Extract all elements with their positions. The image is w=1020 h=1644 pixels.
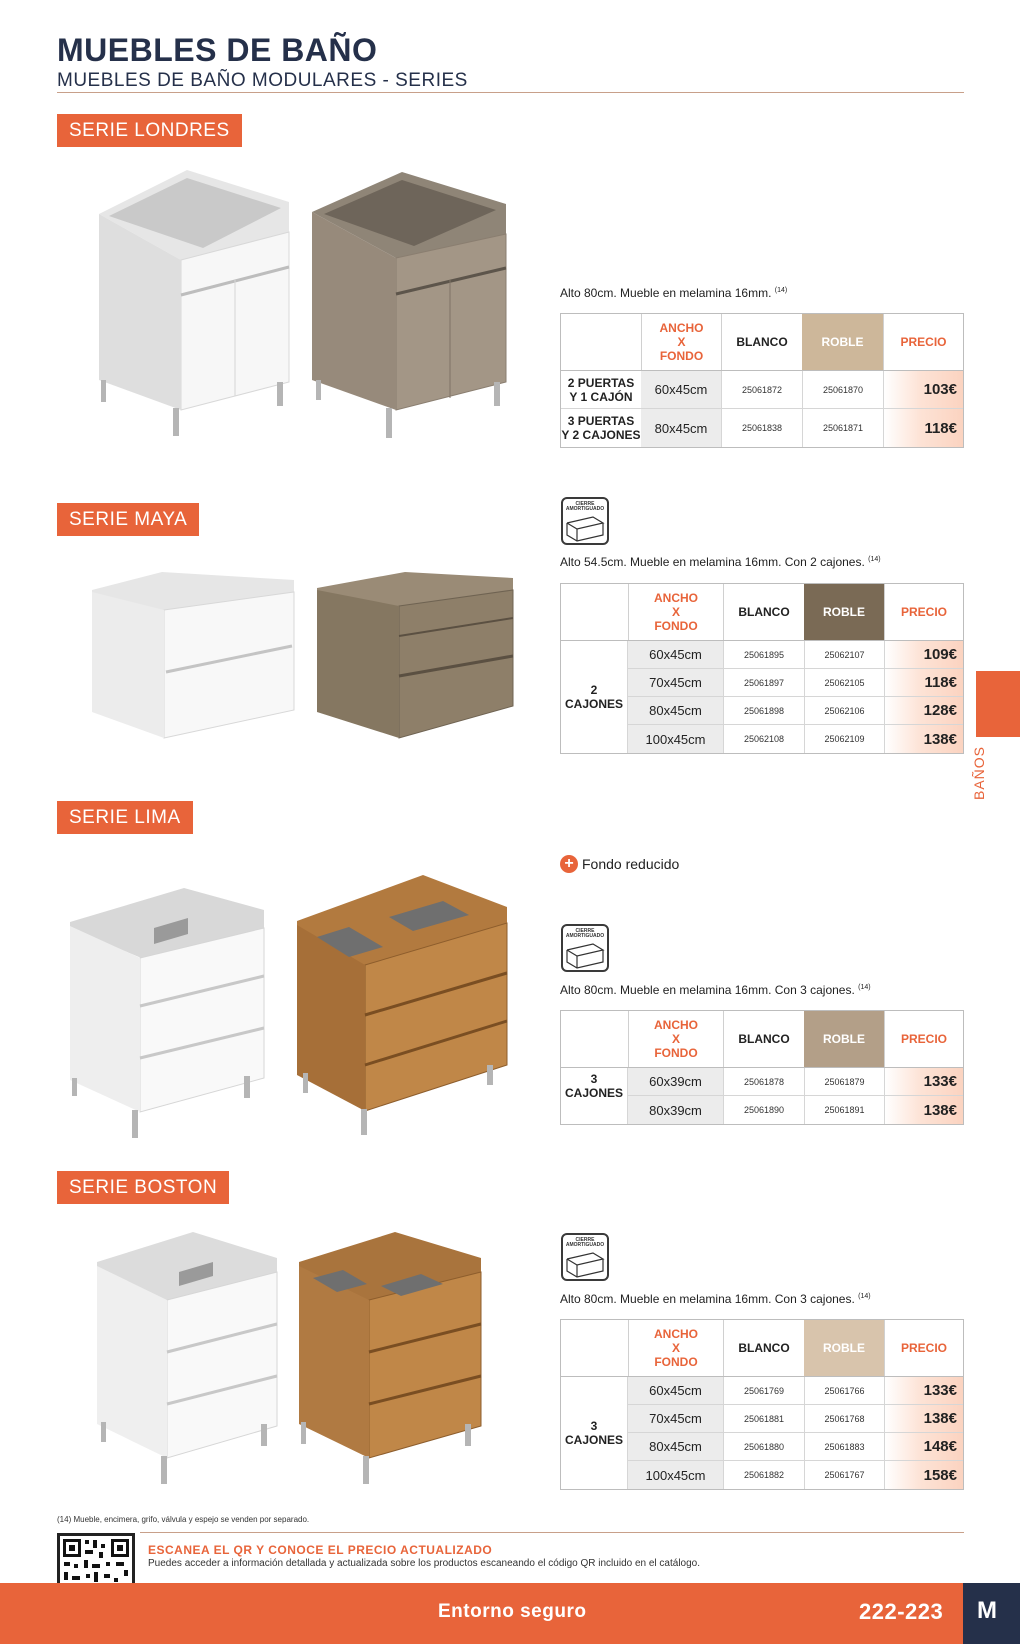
page-title: MUEBLES DE BAÑO <box>57 32 378 68</box>
table-row: 3 PUERTAS Y 2 CAJONES 80x45cm 25061838 25061871 118€ <box>561 409 963 447</box>
table-row: 80x45cm 25061880 25061883 148€ <box>628 1433 963 1461</box>
footnote: (14) Mueble, encimera, grifo, válvula y espejo se venden por separado. <box>57 1515 310 1524</box>
footer-divider <box>140 1532 964 1533</box>
table-row: 60x45cm 25061895 25062107 109€ <box>628 641 963 669</box>
lima-description: Alto 80cm. Mueble en melamina 16mm. Con 3 cajones. $^{(14)}$ <box>560 983 871 997</box>
soft-close-icon: CIERRE AMORTIGUADO <box>561 924 609 972</box>
table-row: 70x45cm 25061881 25061768 138€ <box>628 1405 963 1433</box>
lima-oak-cabinet-image <box>293 875 513 1135</box>
footer-tagline: Entorno seguro <box>438 1601 587 1622</box>
col-ancho-fondo: ANCHO X FONDO <box>628 584 723 640</box>
maya-white-cabinet-image <box>88 572 298 742</box>
lima-white-cabinet-image <box>68 888 268 1148</box>
col-precio: PRECIO <box>884 584 963 640</box>
side-tab-marker <box>976 671 1020 737</box>
col-roble: ROBLE <box>802 314 883 370</box>
col-blanco: BLANCO <box>723 1011 804 1067</box>
table-row: 70x45cm 25061897 25062105 118€ <box>628 669 963 697</box>
table-row: 2 PUERTAS Y 1 CAJÓN 60x45cm 25061872 25061870 103€ <box>561 371 963 409</box>
maya-oak-cabinet-image <box>315 572 515 742</box>
soft-close-icon: CIERRE AMORTIGUADO <box>561 1233 609 1281</box>
table-row: 80x45cm 25061898 25062106 128€ <box>628 697 963 725</box>
col-precio: PRECIO <box>884 1011 963 1067</box>
col-ancho-fondo: ANCHO X FONDO <box>628 1320 723 1376</box>
lima-price-table: ANCHO X FONDO BLANCO ROBLE PRECIO 3 CAJONES 60x39cm 25061878 25061879 133€ 80x39cm 25061890 25061891 138€ <box>560 1010 964 1125</box>
londres-oak-cabinet-image <box>310 172 510 457</box>
col-ancho-fondo: ANCHO X FONDO <box>628 1011 723 1067</box>
table-row: 80x39cm 25061890 25061891 138€ <box>628 1096 963 1124</box>
londres-price-table <box>560 313 964 448</box>
boston-oak-cabinet-image <box>297 1232 487 1492</box>
serie-londres-label: SERIE LONDRES <box>57 114 242 147</box>
col-blanco: BLANCO <box>721 314 802 370</box>
londres-white-cabinet-image <box>95 170 295 455</box>
side-tab-label: BAÑOS <box>971 745 988 801</box>
londres-description: Alto 80cm. Mueble en melamina 16mm. $^{(14)}$ <box>560 286 788 300</box>
col-precio: PRECIO <box>884 1320 963 1376</box>
col-roble: ROBLE <box>804 1320 884 1376</box>
table-row: 60x45cm 25061769 25061766 133€ <box>628 1377 963 1405</box>
col-blanco: BLANCO <box>723 584 804 640</box>
serie-lima-label: SERIE LIMA <box>57 801 193 834</box>
fondo-reducido-feature: + Fondo reducido <box>560 855 679 873</box>
boston-white-cabinet-image <box>95 1232 285 1492</box>
page-subtitle: MUEBLES DE BAÑO MODULARES - SERIES <box>57 70 468 91</box>
page-numbers: 222-223 <box>859 1599 944 1624</box>
maya-price-table: ANCHO X FONDO BLANCO ROBLE PRECIO 2 CAJONES 60x45cm 25061895 25062107 109€ 70x45cm 25061897 25062105 118€ 80x45cm 25061898 25062106 128€ 100x45cm 25062108 25062109 138€ <box>560 583 964 754</box>
table-row: 100x45cm 25062108 25062109 138€ <box>628 725 963 753</box>
col-roble: ROBLE <box>804 1011 884 1067</box>
soft-close-icon: CIERRE AMORTIGUADO <box>561 497 609 545</box>
qr-subtitle: Puedes acceder a información detallada y actualizada sobre los productos escaneando el código QR incluido en el catálogo. <box>148 1558 701 1569</box>
serie-maya-label: SERIE MAYA <box>57 503 199 536</box>
brand-logo: M <box>963 1583 1020 1644</box>
serie-boston-label: SERIE BOSTON <box>57 1171 229 1204</box>
boston-description: Alto 80cm. Mueble en melamina 16mm. Con 3 cajones. $^{(14)}$ <box>560 1292 871 1306</box>
boston-price-table: ANCHO X FONDO BLANCO ROBLE PRECIO 3 CAJONES 60x45cm 25061769 25061766 133€ 70x45cm 25061881 25061768 138€ 80x45cm 25061880 25061883 148€ 100x45cm 25061882 25061767 158€ <box>560 1319 964 1490</box>
col-ancho-fondo: ANCHO X FONDO <box>641 314 721 370</box>
table-row: 60x39cm 25061878 25061879 133€ <box>628 1068 963 1096</box>
header-divider <box>57 92 964 93</box>
col-precio: PRECIO <box>883 314 963 370</box>
maya-description: Alto 54.5cm. Mueble en melamina 16mm. Con 2 cajones. $^{(14)}$ <box>560 555 881 569</box>
col-roble: ROBLE <box>804 584 884 640</box>
footer-bar <box>0 1583 1020 1644</box>
plus-icon: + <box>560 855 578 873</box>
qr-title: ESCANEA EL QR Y CONOCE EL PRECIO ACTUALIZADO <box>148 1543 493 1557</box>
table-row: 100x45cm 25061882 25061767 158€ <box>628 1461 963 1489</box>
col-blanco: BLANCO <box>723 1320 804 1376</box>
